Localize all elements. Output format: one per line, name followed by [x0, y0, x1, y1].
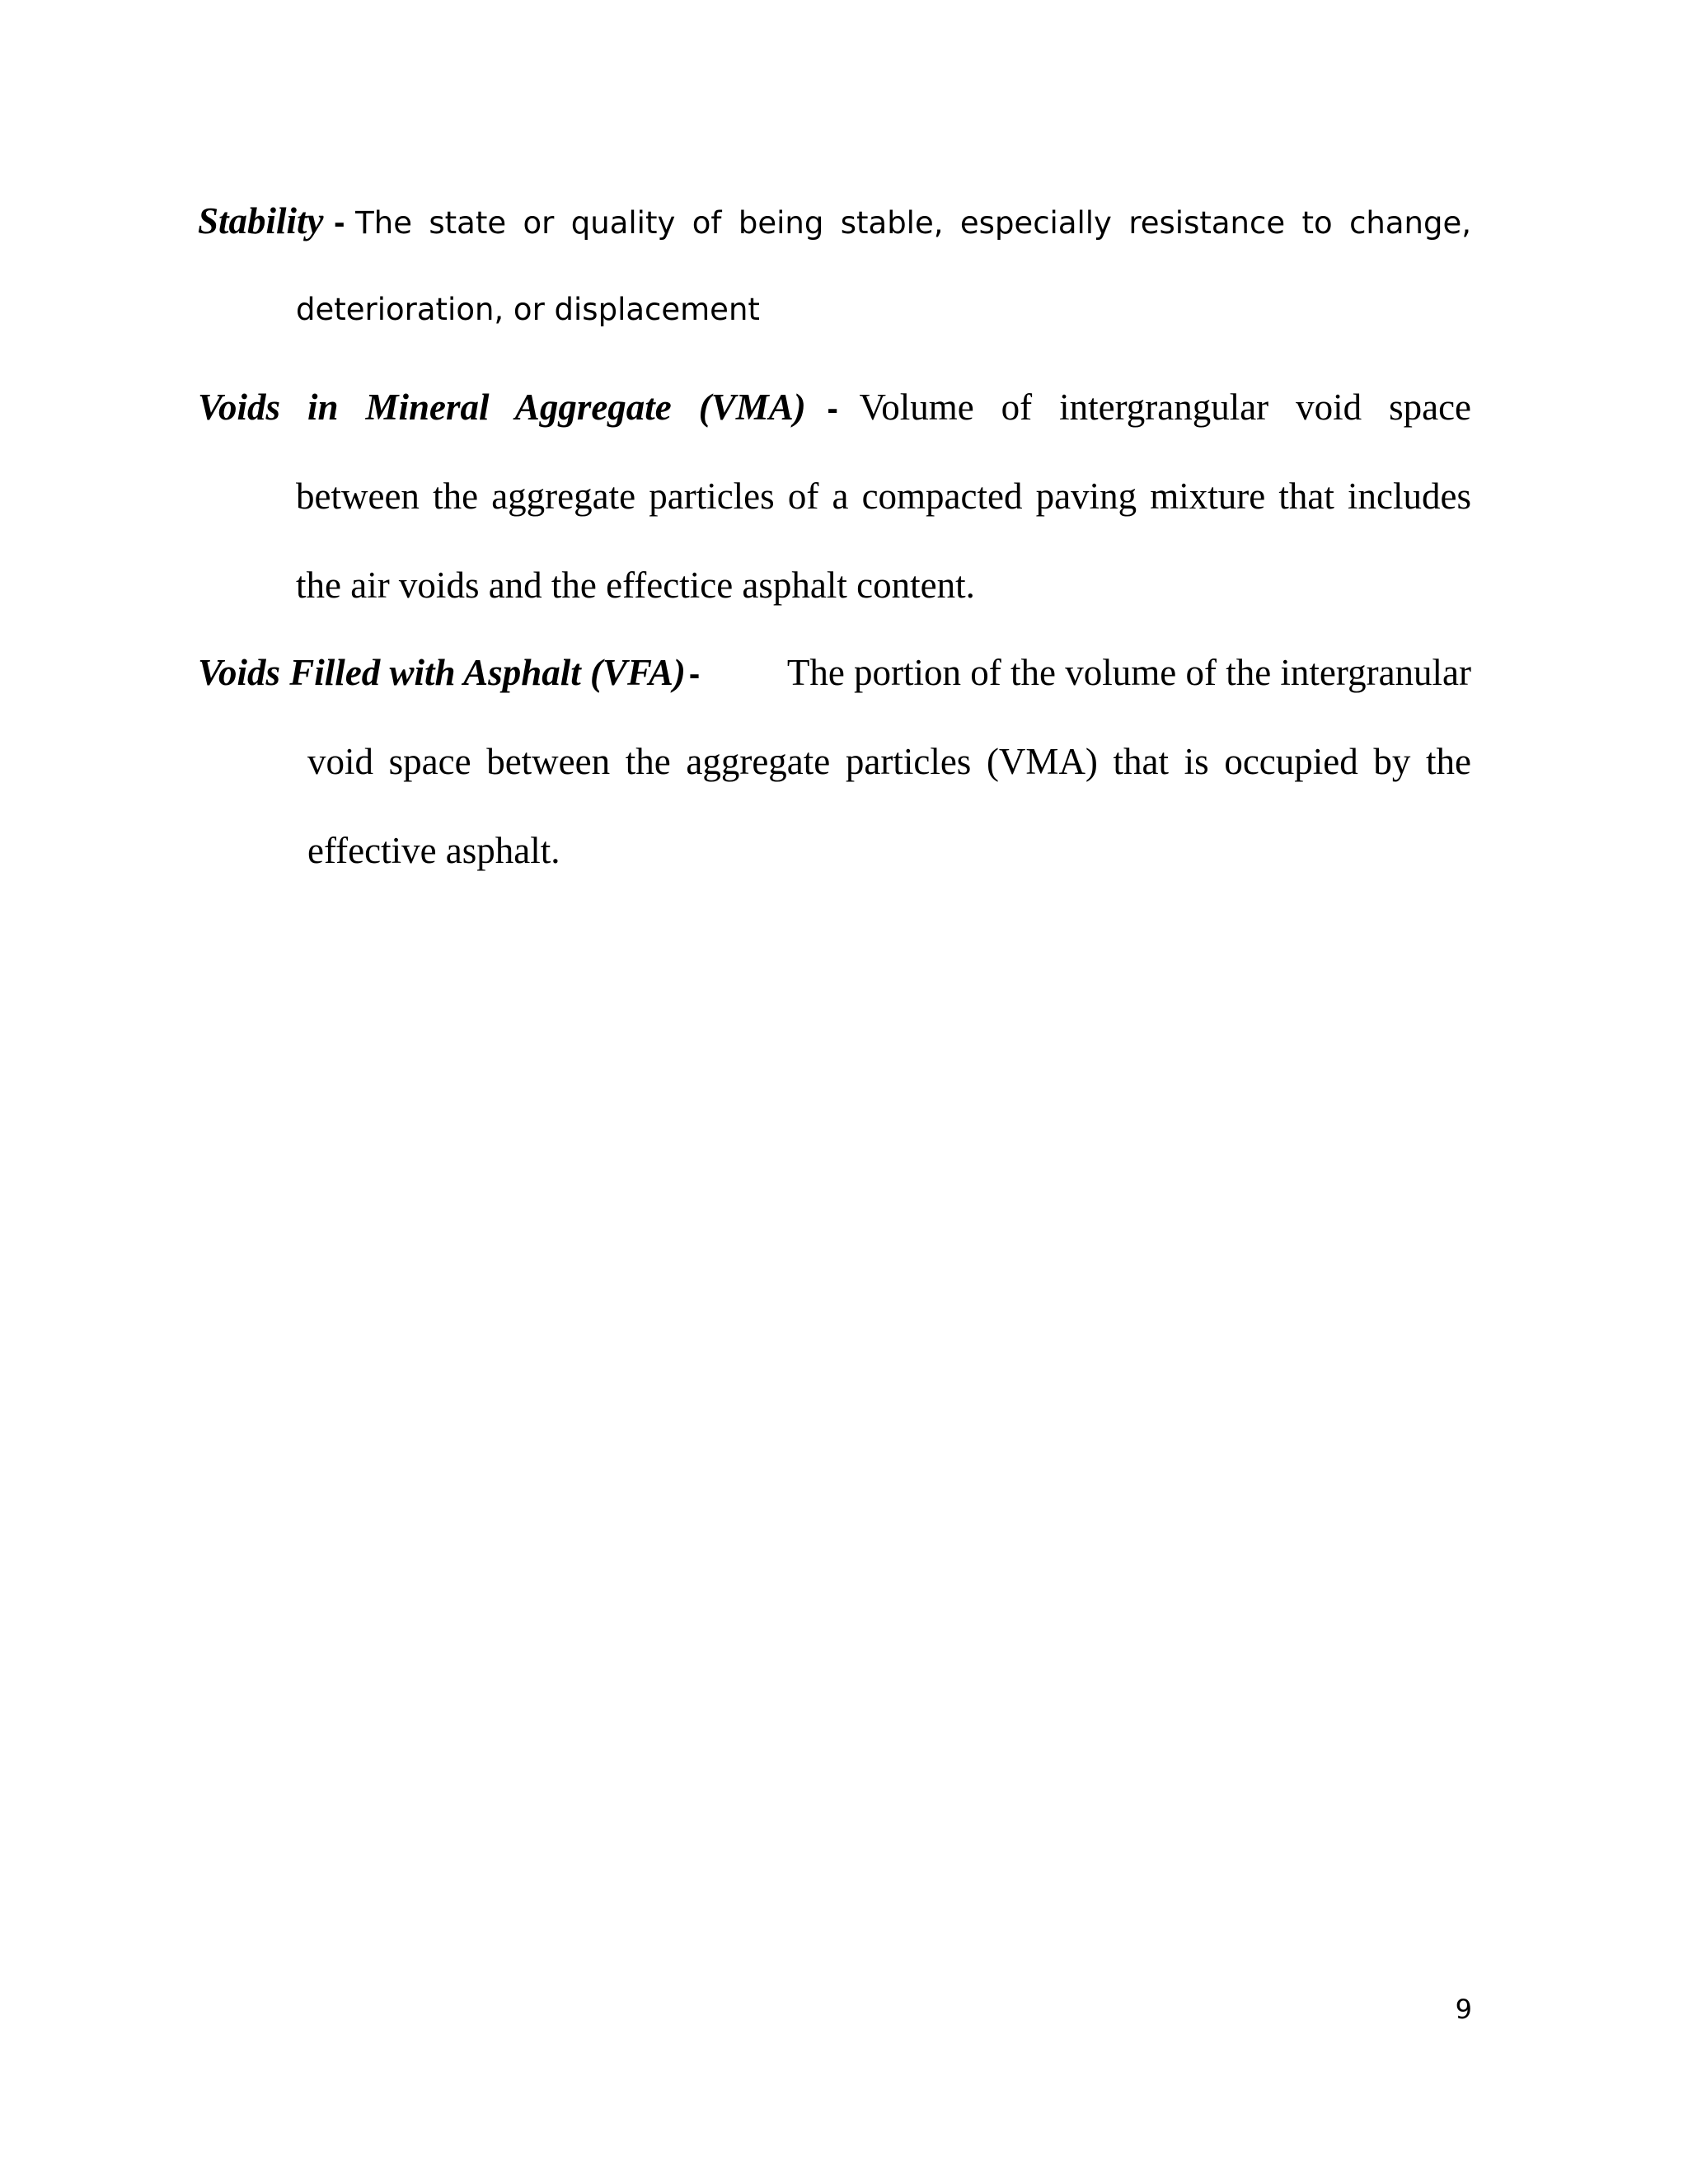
definition-term: Voids Filled with Asphalt (VFA) [198, 652, 686, 693]
definition-continuation-line [198, 265, 1471, 354]
definition-continuation-line [198, 452, 1471, 541]
definition-separator: - [334, 204, 345, 241]
definition-term: Voids in Mineral Aggregate (VMA) [198, 387, 806, 428]
definition-first-line [198, 176, 1471, 265]
definition-text: deterioration, or displacement [296, 292, 760, 327]
page-number: 9 [1455, 1994, 1472, 2025]
definition-continuation-line [198, 806, 1471, 895]
definition-continuation-line [198, 717, 1471, 806]
definition-vma [198, 363, 1471, 630]
definition-text: void space between the aggregate particles (VMA) that is occupied by the [307, 741, 1471, 782]
definition-text: the air voids and the effectice asphalt content. [296, 565, 975, 606]
definition-heading [198, 628, 700, 726]
definition-text: between the aggregate particles of a compacted paving mixture that includes [296, 476, 1471, 517]
definition-first-line [198, 363, 1471, 452]
definition-vfa [198, 628, 1471, 895]
definition-continuation-line [198, 541, 1471, 630]
definition-text: The state or quality of being stable, especially resistance to change, [355, 205, 1471, 241]
definition-stability [198, 176, 1471, 354]
definition-text: The portion of the volume of the intergranular [786, 652, 1471, 693]
definition-text: Volume of intergrangular void space [859, 387, 1472, 428]
definition-first-line [198, 628, 1471, 717]
definition-separator: - [688, 656, 701, 692]
definition-text: effective asphalt. [307, 830, 560, 871]
definition-separator: - [827, 391, 838, 427]
definition-term: Stability [198, 200, 324, 241]
